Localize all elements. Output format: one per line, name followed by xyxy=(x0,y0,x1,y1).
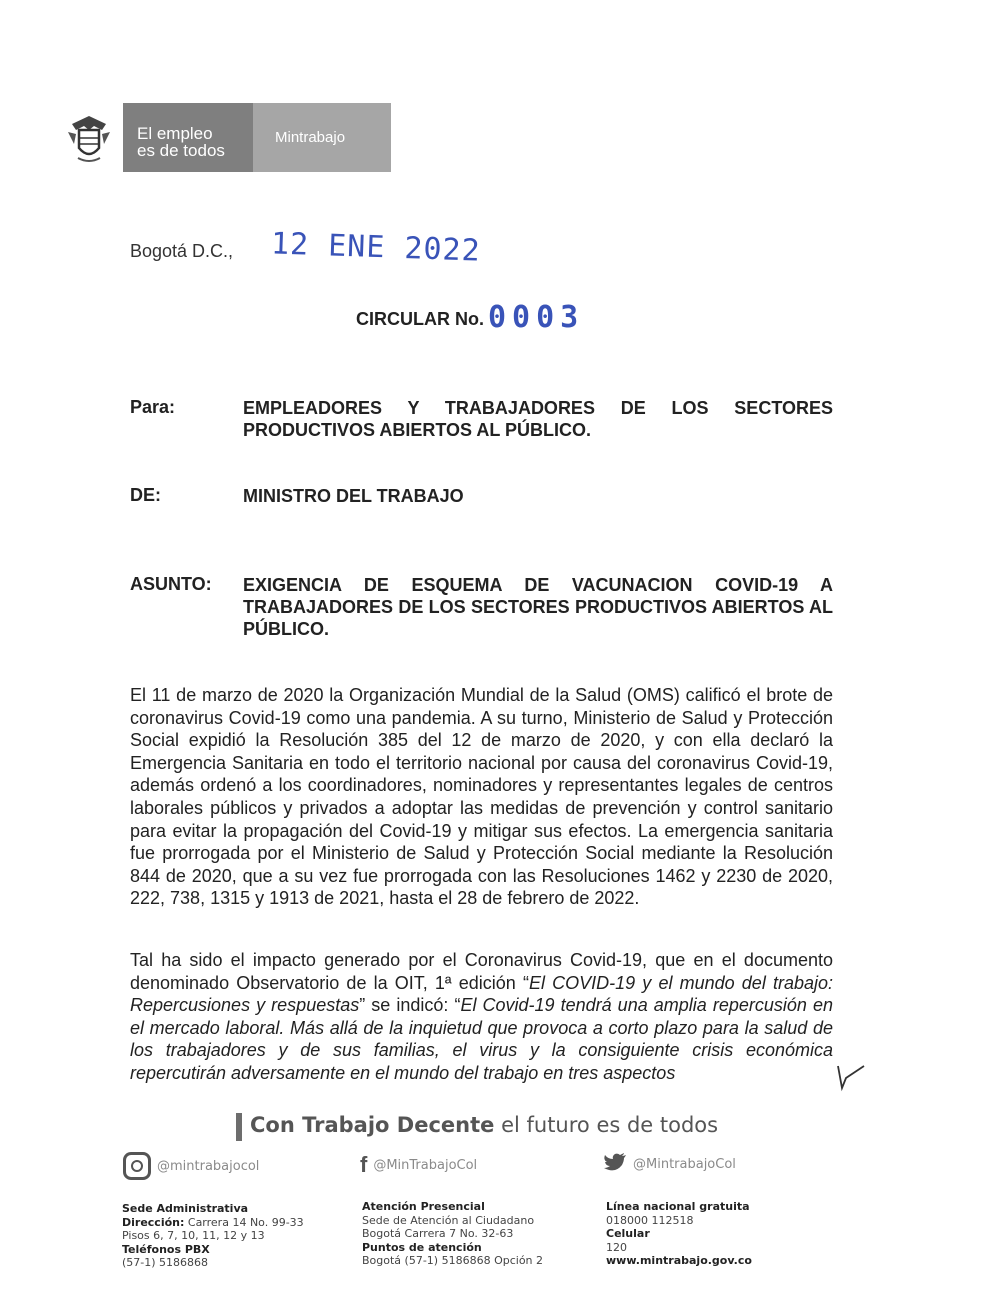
circular-label: CIRCULAR No. xyxy=(356,309,484,329)
initials-mark-icon xyxy=(832,1058,868,1094)
ministry-banner xyxy=(123,103,391,172)
footer-slogan xyxy=(250,1113,718,1137)
attention-line-3: Bogotá (57-1) 5186868 Opción 2 xyxy=(362,1254,544,1267)
attention-points-label: Puntos de atención xyxy=(362,1240,482,1254)
cellphone-label: Celular xyxy=(606,1227,650,1240)
slogan-rest: el futuro es de todos xyxy=(494,1113,719,1137)
admin-phone: (57-1) 5186868 xyxy=(122,1256,209,1269)
circular-number: 0003 xyxy=(488,300,585,335)
twitter-icon xyxy=(603,1152,627,1176)
hotline-number: 018000 112518 xyxy=(606,1213,694,1227)
slogan-bold: Con Trabajo Decente xyxy=(250,1113,495,1137)
para-value: EMPLEADORES Y TRABAJADORES DE LOS SECTORES PRODUCTIVOS ABIERTOS AL PÚBLICO. xyxy=(243,398,833,440)
twitter-text: @MintrabajoCol xyxy=(633,1156,736,1172)
slogan-bar xyxy=(236,1113,242,1141)
asunto-label: ASUNTO: xyxy=(130,574,212,594)
attention-line-2: Bogotá Carrera 7 No. 32-63 xyxy=(362,1227,514,1240)
facebook-icon: f xyxy=(360,1152,368,1177)
p2-text-a: Tal ha sido el impacto generado por el Coronavirus Covid-19, que en el documento denominado Observatorio de la OIT, 1ª edición “ xyxy=(130,950,833,993)
admin-address: Carrera 14 No. 99-33 xyxy=(184,1215,304,1229)
coat-of-arms-icon xyxy=(64,110,114,166)
paragraph-2 xyxy=(130,949,833,1085)
city: Bogotá D.C., xyxy=(130,241,234,261)
website-link[interactable]: www.mintrabajo.gov.co xyxy=(606,1254,752,1267)
footer-col-admin xyxy=(122,1202,304,1270)
instagram-icon xyxy=(123,1152,151,1180)
footer-col-hotline xyxy=(606,1200,752,1268)
de-value: MINISTRO DEL TRABAJO xyxy=(243,486,464,506)
banner-brand: Mintrabajo xyxy=(253,103,391,172)
hotline-title: Línea nacional gratuita xyxy=(606,1200,750,1213)
p2-title-italic: El COVID-19 y el mundo del trabajo: Repercusiones y respuestas xyxy=(130,972,834,1016)
instagram-text: @mintrabajocol xyxy=(157,1158,260,1174)
date-stamp: 12 ENE 2022 xyxy=(270,226,482,269)
footer-col-attention xyxy=(362,1200,543,1268)
facebook-text: @MinTrabajoCol xyxy=(373,1157,478,1173)
banner-line-1: El empleo xyxy=(137,124,213,143)
admin-phone-label: Teléfonos PBX xyxy=(122,1242,210,1256)
paragraph-1: El 11 de marzo de 2020 la Organización Mundial de la Salud (OMS) calificó el brote de coronavirus Covid-19 como una pandemia. A su turno, Ministerio de Salud y Protección Social expidió la Resolución 385 del 12 de marzo de 2020, y con ella declaró la Emergencia Sanitaria en todo el territorio nacional por causa del coronavirus Covid-19, además ordenó a los coordinadores, nominadores y representantes legales de centros laborales públicos y privados a adoptar las medidas de prevención y control sanitario para evitar la propagación del Covid-19 y mitigar sus efectos. La emergencia sanitaria fue prorrogada por el Ministerio de Salud y Protección Social mediante la Resolución 844 de 2020, que a su vez fue prorrogada con las Resoluciones 1462 y 2230 de 2020, 222, 738, 1315 y 1913 de 2021, hasta el 28 de febrero de 2022. xyxy=(130,685,833,909)
admin-address-label: Dirección: xyxy=(122,1215,185,1229)
instagram-handle[interactable] xyxy=(123,1152,259,1180)
asunto-value: EXIGENCIA DE ESQUEMA DE VACUNACION COVID-19 A TRABAJADORES DE LOS SECTORES PRODUCTIVOS ABIERTOS AL PÚBLICO. xyxy=(243,575,833,639)
banner-slogan xyxy=(123,103,253,172)
attention-title: Atención Presencial xyxy=(362,1200,485,1213)
attention-line-1: Sede de Atención al Ciudadano xyxy=(362,1213,535,1227)
de-label: DE: xyxy=(130,485,161,505)
facebook-handle[interactable] xyxy=(360,1152,477,1178)
banner-line-2: es de todos xyxy=(137,141,225,160)
twitter-handle[interactable] xyxy=(603,1152,736,1176)
admin-title: Sede Administrativa xyxy=(122,1202,249,1215)
admin-floors: Pisos 6, 7, 10, 11, 12 y 13 xyxy=(122,1229,265,1242)
p2-quote-italic: El Covid-19 tendrá una amplia repercusión en el mercado laboral. Más allá de la inquietud que provoca a corto plazo para la salud de los trabajadores y de sus familias, el virus y la consiguiente crisis económica repercutirán adversamente en el mundo del trabajo en tres aspectos xyxy=(130,995,833,1083)
p2-text-c: ” se indicó: “ xyxy=(359,995,461,1016)
para-label: Para: xyxy=(130,397,176,417)
cellphone-number: 120 xyxy=(606,1240,627,1254)
